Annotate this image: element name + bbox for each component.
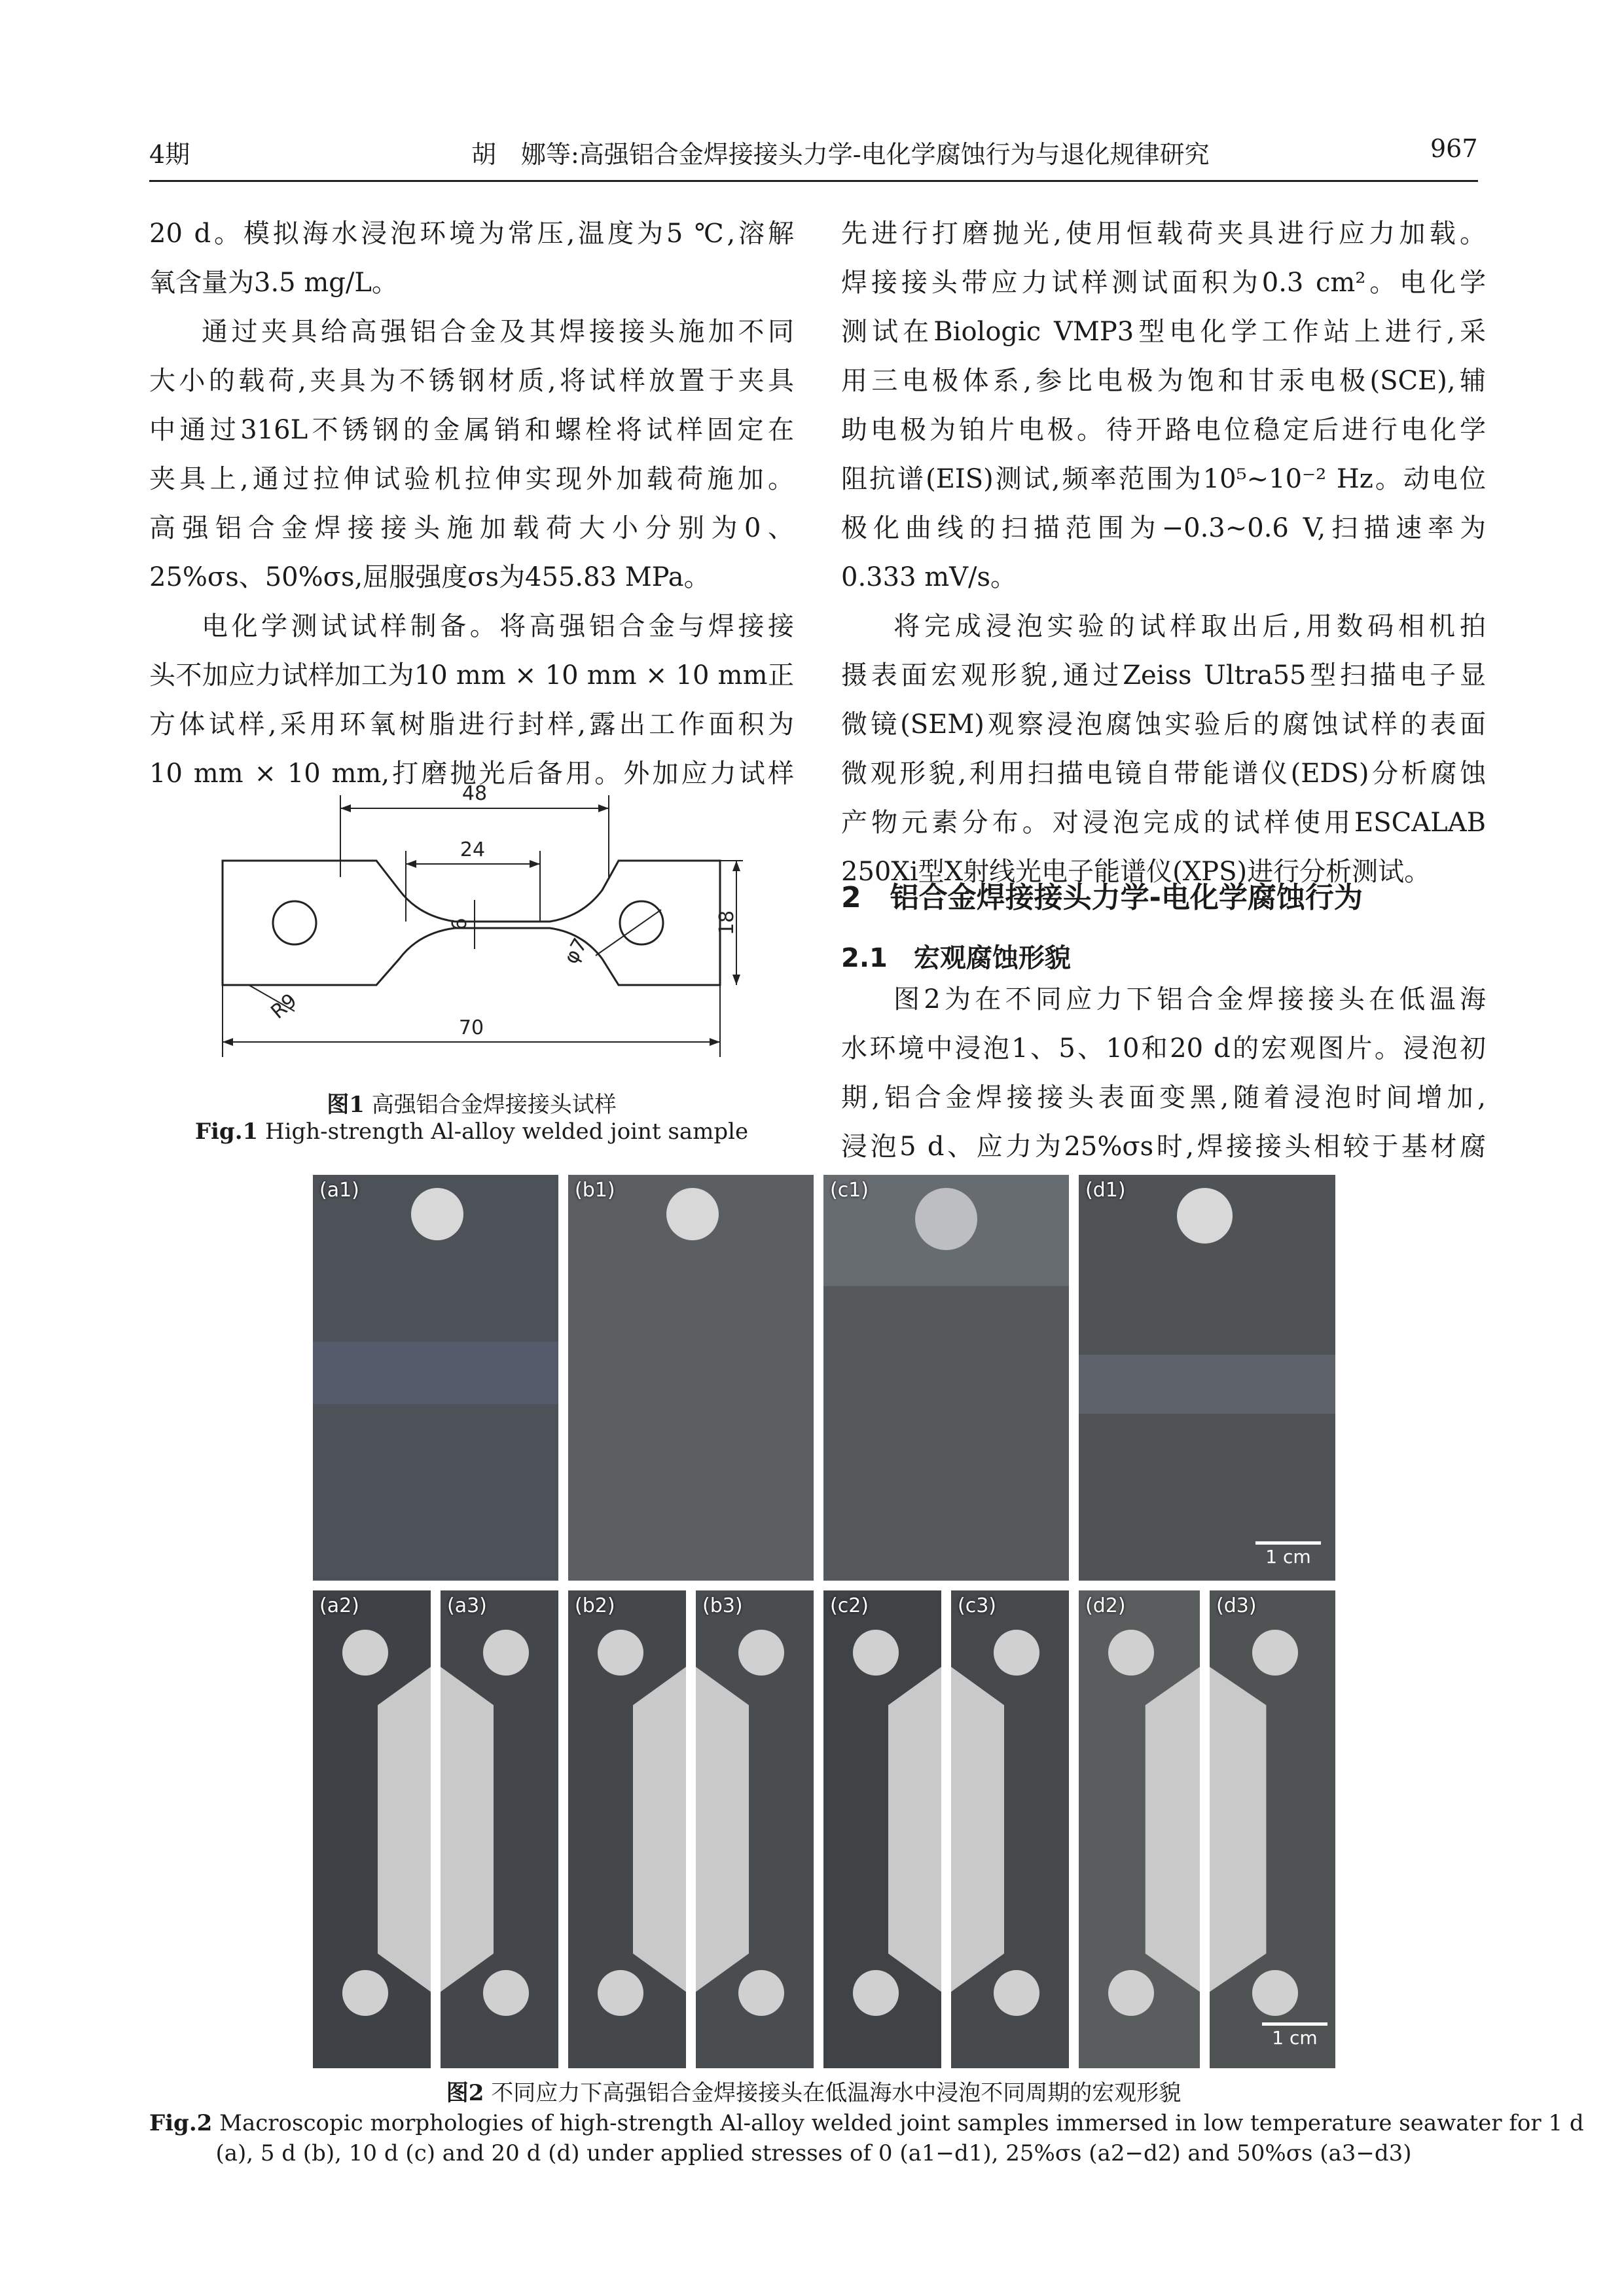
- fig2-caption: [149, 2078, 1584, 2168]
- fig1-label-zh: 图1: [327, 1092, 365, 1118]
- paragraph-line: 大小的载荷,夹具为不锈钢材质,将试样放置于夹具: [149, 366, 794, 396]
- photo-b3: [696, 1590, 814, 2068]
- specimen-outline: [223, 861, 720, 985]
- right-column-text-bottom: [841, 975, 1486, 1172]
- photo-d1: [1079, 1175, 1335, 1581]
- paragraph-line: 通过夹具给高强铝合金及其焊接接头施加不同: [202, 317, 794, 347]
- fig2-caption-en-line1: Macroscopic morphologies of high-strength Al-alloy welded joint samples immersed in low temperature seawater for 1 d: [219, 2110, 1584, 2136]
- paragraph-line: 将完成浸泡实验的试样取出后,用数码相机拍: [893, 611, 1486, 641]
- paragraph-line: 水环境中浸泡1、5、10和20 d的宏观图片。浸泡初: [841, 1033, 1486, 1064]
- paragraph-line: 极化曲线的扫描范围为−0.3~0.6 V,扫描速率为: [841, 513, 1486, 543]
- paragraph-line: 微镜(SEM)观察浸泡腐蚀实验后的腐蚀试样的表面: [841, 709, 1486, 740]
- fig2-label-zh: 图2: [446, 2080, 484, 2106]
- paragraph-line: 摄表面宏观形貌,通过Zeiss Ultra55型扫描电子显: [841, 660, 1486, 691]
- fig1-drawing: [209, 759, 738, 1080]
- fig1-caption-zh: 高强铝合金焊接接头试样: [371, 1092, 617, 1118]
- label-a1: (a1): [319, 1179, 359, 1202]
- label-c3: (c3): [958, 1594, 996, 1617]
- fig1-caption: [149, 1086, 794, 1145]
- photo-a1: [313, 1175, 558, 1581]
- photo-c3: [951, 1590, 1069, 2068]
- photo-d2: [1079, 1590, 1200, 2068]
- header-rule: [149, 180, 1478, 182]
- paragraph-line: 中通过316L不锈钢的金属销和螺栓将试样固定在: [149, 415, 794, 445]
- paragraph-line: 焊接接头带应力试样测试面积为0.3 cm²。电化学: [841, 268, 1486, 298]
- label-d3: (d3): [1216, 1594, 1257, 1617]
- paragraph-line: 先进行打磨抛光,使用恒载荷夹具进行应力加载。: [841, 219, 1486, 249]
- paragraph-line: 微观形貌,利用扫描电镜自带能谱仪(EDS)分析腐蚀: [841, 759, 1486, 789]
- photo-b1: [568, 1175, 814, 1581]
- subsection-title: 2.1 宏观腐蚀形貌: [841, 943, 1071, 973]
- dim-18: 18: [715, 910, 738, 936]
- paragraph-line: 测试在Biologic VMP3型电化学工作站上进行,采: [841, 317, 1486, 347]
- paragraph-line: 阻抗谱(EIS)测试,频率范围为10⁵~10⁻² Hz。动电位: [841, 464, 1486, 494]
- label-d1: (d1): [1085, 1179, 1126, 1202]
- photo-c1: [823, 1175, 1069, 1581]
- paragraph-line: 20 d。模拟海水浸泡环境为常压,温度为5 ℃,溶解: [149, 219, 794, 249]
- photo-a2: [313, 1590, 431, 2068]
- page-number: 967: [1430, 134, 1478, 163]
- running-header-issue: 4期: [149, 140, 190, 169]
- fig2-caption-zh: 不同应力下高强铝合金焊接接头在低温海水中浸泡不同周期的宏观形貌: [491, 2080, 1182, 2106]
- left-hole: [273, 901, 316, 944]
- dim-r9: R9: [266, 989, 302, 1024]
- fig2-photo-grid: [313, 1175, 1335, 2068]
- running-header-title: 胡 娜等:高强铝合金焊接接头力学-电化学腐蚀行为与退化规律研究: [471, 140, 1210, 169]
- paragraph-line: 方体试样,采用环氧树脂进行封样,露出工作面积为: [149, 709, 794, 740]
- paragraph-line: 25%σs、50%σs,屈服强度σs为455.83 MPa。: [149, 562, 710, 592]
- dim-48: 48: [461, 782, 488, 805]
- label-c2: (c2): [830, 1594, 869, 1617]
- dim-phi7: φ7: [559, 934, 592, 968]
- paragraph-line: 期,铝合金焊接接头表面变黑,随着浸泡时间增加,: [841, 1083, 1486, 1113]
- right-column-text: [841, 209, 1486, 897]
- fig2-label-en: Fig.2: [149, 2110, 213, 2136]
- label-d2: (d2): [1085, 1594, 1126, 1617]
- scale-bar-bottom: 1 cm: [1262, 2022, 1327, 2049]
- fig1-label-en: Fig.1: [194, 1119, 259, 1145]
- paragraph-line: 图2为在不同应力下铝合金焊接接头在低温海: [893, 984, 1486, 1014]
- paragraph-line: 产物元素分布。对浸泡完成的试样使用ESCALAB: [841, 808, 1486, 838]
- photo-d3: [1210, 1590, 1335, 2068]
- label-b3: (b3): [702, 1594, 743, 1617]
- label-b2: (b2): [575, 1594, 615, 1617]
- label-b1: (b1): [575, 1179, 615, 1202]
- dim-70: 70: [458, 1016, 484, 1039]
- paragraph-line: 电化学测试试样制备。将高强铝合金与焊接接: [202, 611, 794, 641]
- dim-6: 6: [448, 918, 471, 931]
- scale-bar-top: 1 cm: [1255, 1541, 1321, 1568]
- paragraph-line: 250Xi型X射线光电子能谱仪(XPS)进行分析测试。: [841, 857, 1431, 887]
- photo-b2: [568, 1590, 686, 2068]
- fig2-caption-en-line2: (a), 5 d (b), 10 d (c) and 20 d (d) under applied stresses of 0 (a1−d1), 25%σs (a2−d2) and 50%σs (a3−d3): [215, 2140, 1412, 2166]
- paragraph-line: 0.333 mV/s。: [841, 562, 1017, 592]
- label-c1: (c1): [830, 1179, 869, 1202]
- fig1-caption-en: High-strength Al-alloy welded joint sample: [265, 1119, 749, 1145]
- paragraph-line: 头不加应力试样加工为10 mm × 10 mm × 10 mm正: [149, 660, 794, 691]
- paragraph-line: 用三电极体系,参比电极为饱和甘汞电极(SCE),辅: [841, 366, 1486, 396]
- paragraph-line: 高强铝合金焊接接头施加载荷大小分别为0、: [149, 513, 794, 543]
- left-column-text: [149, 209, 794, 798]
- photo-a3: [441, 1590, 558, 2068]
- label-a3: (a3): [447, 1594, 487, 1617]
- paragraph-line: 浸泡5 d、应力为25%σs时,焊接接头相较于基材腐: [841, 1132, 1486, 1162]
- paragraph-line: 10 mm × 10 mm,打磨抛光后备用。外加应力试样: [149, 759, 794, 789]
- paragraph-line: 夹具上,通过拉伸试验机拉伸实现外加载荷施加。: [149, 464, 794, 494]
- section-title: 2 铝合金焊接接头力学-电化学腐蚀行为: [841, 881, 1363, 914]
- paragraph-line: 助电极为铂片电极。待开路电位稳定后进行电化学: [841, 415, 1486, 445]
- paragraph-line: 氧含量为3.5 mg/L。: [149, 268, 398, 298]
- label-a2: (a2): [319, 1594, 359, 1617]
- photo-c2: [823, 1590, 941, 2068]
- dim-24: 24: [460, 838, 486, 861]
